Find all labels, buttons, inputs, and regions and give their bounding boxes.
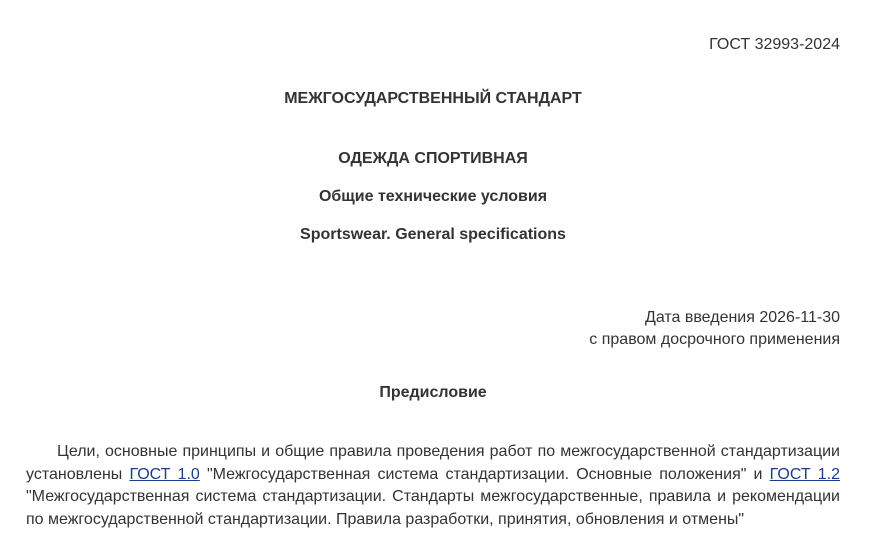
paragraph-text: "Межгосударственная система стандартизации. Основные положения" и: [199, 465, 770, 483]
standard-type-heading: МЕЖГОСУДАРСТВЕННЫЙ СТАНДАРТ: [284, 90, 582, 107]
foreword-heading: Предисловие: [379, 384, 487, 401]
introduction-date: Дата введения 2026-11-30: [644, 309, 840, 326]
gost-number: ГОСТ 32993-2024: [709, 36, 840, 53]
paragraph-text: "Межгосударственная система стандартизации. Стандарты межгосударственные, правила и рекомендации по межгосударственной стандартизации. Правила разработки, принятия, обновления и отмены": [26, 488, 840, 528]
foreword-paragraph: [26, 441, 840, 531]
date-block: [589, 307, 840, 351]
early-application-note: с правом досрочного применения: [589, 331, 840, 348]
gost-1-0-link[interactable]: ГОСТ 1.0: [129, 465, 200, 483]
gost-1-2-link[interactable]: ГОСТ 1.2: [769, 465, 840, 483]
standard-subtitle: Общие технические условия: [318, 188, 548, 205]
standard-name-heading: ОДЕЖДА СПОРТИВНАЯ: [338, 150, 528, 167]
paragraph-text: Цели, основные принципы и общие правила проведения работ по межгосударственной стандартизации установлены: [26, 443, 840, 483]
standard-name-english: Sportswear. General specifications: [300, 226, 566, 243]
